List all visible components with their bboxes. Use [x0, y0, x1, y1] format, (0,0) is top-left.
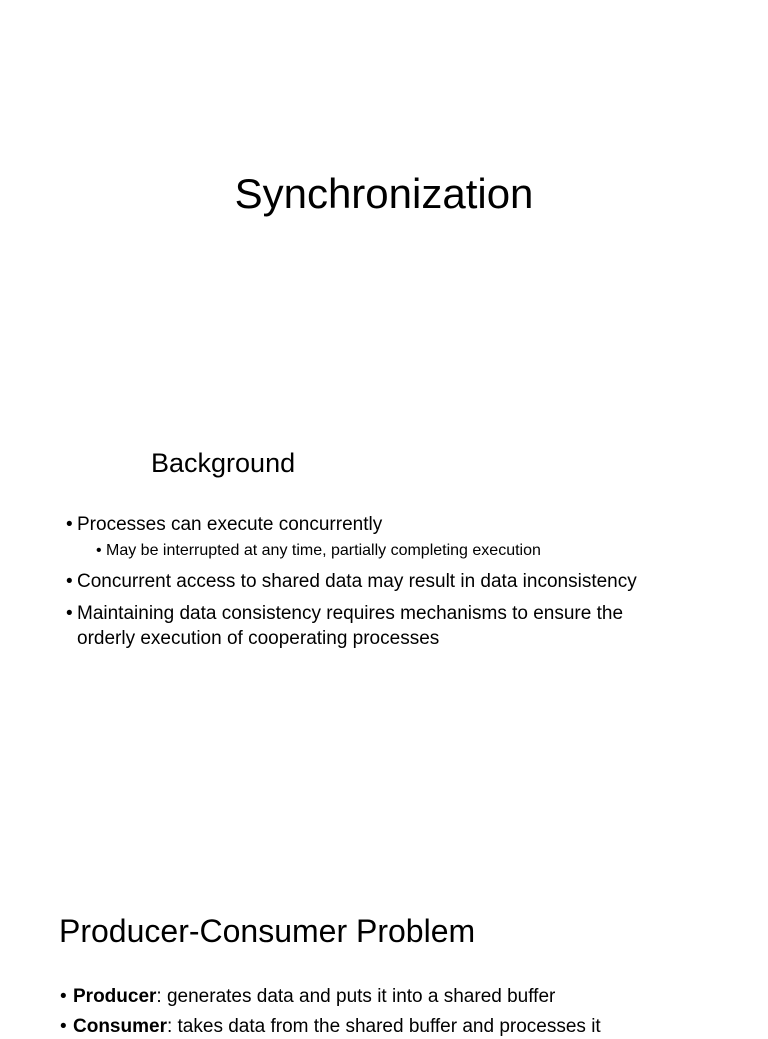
- consumer-description: : takes data from the shared buffer and processes it: [166, 1016, 601, 1037]
- slide-title: Synchronization: [234, 170, 534, 217]
- bullet-item: [66, 601, 624, 651]
- sub-bullet-item: [96, 540, 541, 561]
- bullet-item: [66, 512, 383, 537]
- bullet-item: [66, 569, 637, 594]
- bullet-dot-icon: •: [60, 1016, 67, 1037]
- bullet-text-continued: orderly execution of cooperating processes: [77, 628, 440, 649]
- producer-term: Producer: [73, 986, 157, 1007]
- bullet-text: Concurrent access to shared data may result in data inconsistency: [77, 571, 637, 592]
- bullet-dot-icon: •: [66, 571, 73, 592]
- bullet-item: [60, 1014, 601, 1039]
- bullet-text: Maintaining data consistency requires mechanisms to ensure the: [77, 603, 624, 624]
- producer-consumer-heading: Producer-Consumer Problem: [59, 913, 476, 949]
- bullet-item: [60, 984, 556, 1009]
- bullet-dot-icon: •: [96, 542, 102, 559]
- background-heading: Background: [151, 448, 296, 478]
- bullet-dot-icon: •: [66, 514, 73, 535]
- bullet-text: Processes can execute concurrently: [77, 514, 383, 535]
- producer-description: : generates data and puts it into a shared buffer: [156, 986, 556, 1007]
- bullet-dot-icon: •: [66, 603, 73, 624]
- bullet-text: May be interrupted at any time, partially completing execution: [106, 542, 541, 559]
- bullet-dot-icon: •: [60, 986, 67, 1007]
- consumer-term: Consumer: [73, 1016, 167, 1037]
